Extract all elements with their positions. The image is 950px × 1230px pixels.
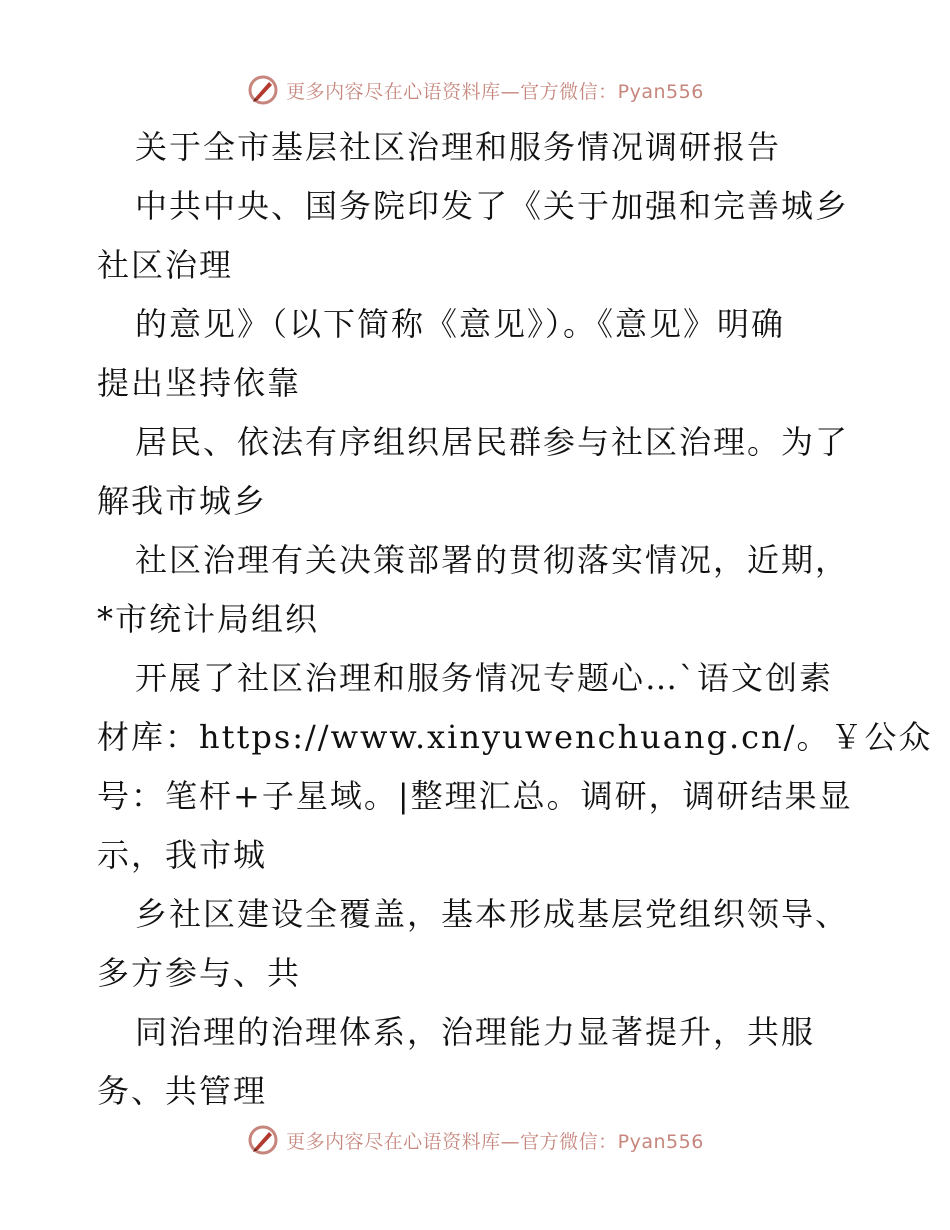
- document-body: [97, 118, 933, 1121]
- doc-line: 务、共管理: [97, 1072, 268, 1110]
- doc-line: 中共中央、国务院印发了《关于加强和完善城乡: [135, 187, 850, 225]
- doc-line: 乡社区建设全覆盖，基本形成基层党组织领导、: [135, 895, 850, 933]
- doc-line: 关于全市基层社区治理和服务情况调研报告: [135, 128, 782, 166]
- pen-circle-logo-icon: [246, 1123, 280, 1157]
- doc-line: 提出坚持依靠: [97, 364, 302, 402]
- doc-line: 的意见》（以下简称《意见》）。《意见》明确: [135, 305, 786, 343]
- doc-line: 解我市城乡: [97, 482, 268, 520]
- doc-line: 社区治理: [97, 246, 234, 284]
- header-watermark: [0, 70, 950, 110]
- footer-watermark-text: 更多内容尽在心语资料库—官方微信：Pyan556: [286, 1130, 704, 1153]
- doc-line: 号：笔杆+子星域。|整理汇总。调研，调研结果显: [97, 777, 853, 815]
- doc-line: 开展了社区治理和服务情况专题心…`语文创素: [135, 659, 834, 697]
- pen-circle-logo-icon: [246, 73, 280, 107]
- header-watermark-text: 更多内容尽在心语资料库—官方微信：Pyan556: [286, 80, 704, 103]
- doc-line: 材库：https://www.xinyuwenchuang.cn/。￥公众: [97, 718, 933, 756]
- doc-line: 示，我市城: [97, 836, 268, 874]
- doc-line: 同治理的治理体系，治理能力显著提升，共服: [135, 1013, 816, 1051]
- footer-watermark: [0, 1120, 950, 1160]
- doc-line: *市统计局组织: [97, 600, 320, 638]
- doc-line: 多方参与、共: [97, 954, 302, 992]
- doc-line: 居民、依法有序组织居民群参与社区治理。为了: [135, 423, 850, 461]
- doc-line: 社区治理有关决策部署的贯彻落实情况，近期，: [135, 541, 850, 579]
